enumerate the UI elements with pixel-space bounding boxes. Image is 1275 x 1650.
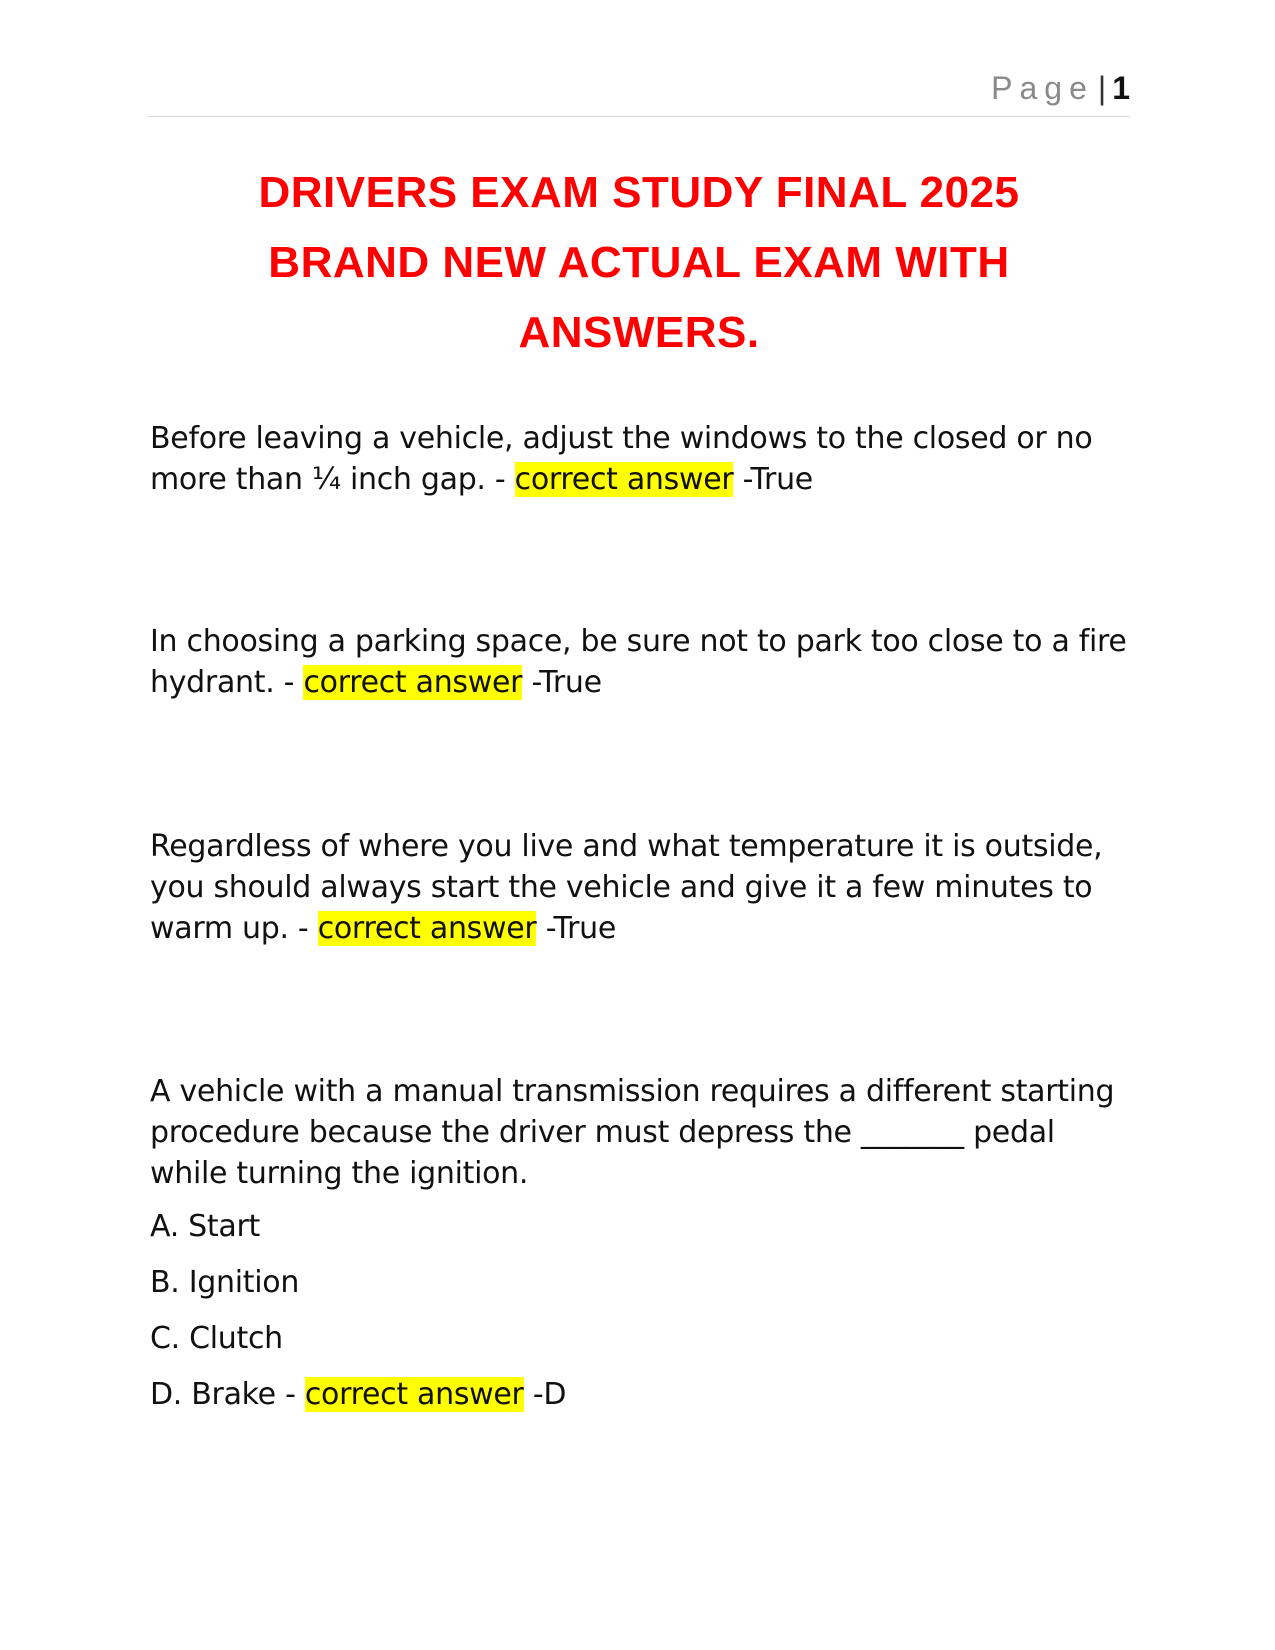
page-number: 1 <box>1112 70 1130 106</box>
page-separator: | <box>1097 70 1107 106</box>
question-3-line-2: you should always start the vehicle and give it a few minutes to <box>150 870 1093 905</box>
question-4-line-2: procedure because the driver must depress the _______ pedal <box>150 1115 1055 1150</box>
question-2 <box>150 621 1140 703</box>
question-4-option-b: B. Ignition <box>150 1265 300 1300</box>
question-4-line-1: A vehicle with a manual transmission requires a different starting <box>150 1074 1115 1109</box>
question-3-line-3: warm up. - <box>150 911 318 946</box>
title-line-2: BRAND NEW ACTUAL EXAM WITH <box>268 238 1010 287</box>
question-2-line-1: In choosing a parking space, be sure not to park too close to a fire <box>150 624 1127 659</box>
question-3-line-1: Regardless of where you live and what temperature it is outside, <box>150 829 1103 864</box>
question-4 <box>150 1071 1140 1194</box>
question-3 <box>150 826 1140 949</box>
question-3-answer: -True <box>545 911 616 946</box>
question-1-line-1: Before leaving a vehicle, adjust the windows to the closed or no <box>150 421 1093 456</box>
correct-answer-label: correct answer <box>304 1377 524 1412</box>
question-4-answer: -D <box>532 1377 567 1412</box>
question-4-line-3: while turning the ignition. <box>150 1156 529 1191</box>
correct-answer-label: correct answer <box>514 462 734 497</box>
page-header <box>148 70 1130 117</box>
question-4-option-c: C. Clutch <box>150 1321 283 1356</box>
correct-answer-label: correct answer <box>317 911 537 946</box>
question-1-answer: -True <box>742 462 813 497</box>
page-label: Page <box>991 70 1094 106</box>
question-4-option-d-text: D. Brake - <box>150 1377 305 1412</box>
question-2-answer: -True <box>531 665 602 700</box>
title-line-1: DRIVERS EXAM STUDY FINAL 2025 <box>258 168 1020 217</box>
document-title <box>148 158 1130 368</box>
question-4-option-d <box>150 1374 566 1415</box>
title-line-3: ANSWERS. <box>518 308 760 357</box>
question-1 <box>150 418 1140 500</box>
question-4-option-a: A. Start <box>150 1209 260 1244</box>
question-2-line-2: hydrant. - <box>150 665 304 700</box>
question-1-line-2: more than ¼ inch gap. - <box>150 462 515 497</box>
correct-answer-label: correct answer <box>303 665 523 700</box>
